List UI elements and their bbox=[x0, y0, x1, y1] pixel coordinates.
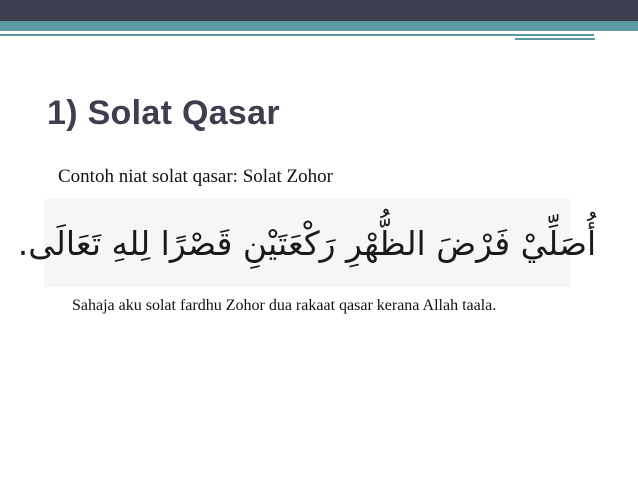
header-band bbox=[0, 0, 638, 21]
niat-translation: Sahaja aku solat fardhu Zohor dua rakaat qasar kerana Allah taala. bbox=[72, 297, 497, 314]
header-accent-band bbox=[0, 21, 638, 31]
header-divider-line bbox=[0, 34, 594, 36]
slide-title: 1) Solat Qasar bbox=[47, 94, 280, 132]
header-divider-short-line bbox=[515, 38, 595, 40]
arabic-niat-image bbox=[17, 199, 597, 287]
slide-subtitle: Contoh niat solat qasar: Solat Zohor bbox=[58, 166, 333, 187]
arabic-niat-text: أُصَلِّيْ فَرْضَ الظُّهْرِ رَكْعَتَيْنِ قَصْرًا لِلهِ تَعَالَى. bbox=[17, 223, 597, 263]
